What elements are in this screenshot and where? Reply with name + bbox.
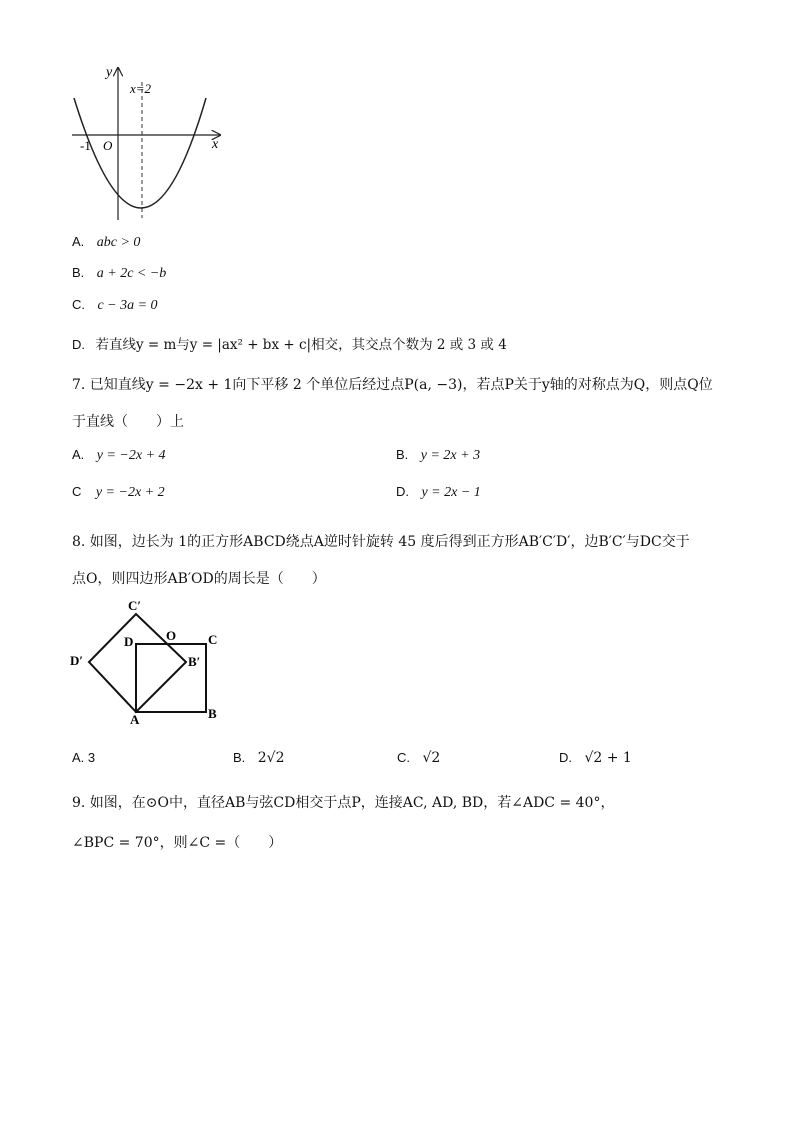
q8-stem-line1: 8. 如图，边长为 1的正方形ABCD绕点A逆时针旋转 45 度后得到正方形AB′C′D′，边B′C′与DC交于 — [72, 534, 690, 550]
q6-option-d-label: D. — [72, 337, 85, 352]
q7-option-b-text: y = 2x + 3 — [420, 448, 481, 463]
q8-option-b[interactable] — [233, 750, 285, 766]
q9-stem-line2: ∠BPC = 70°，则∠C =（ ） — [72, 835, 283, 851]
q6-option-c-label: C. — [72, 297, 85, 312]
q6-option-c[interactable] — [72, 297, 158, 314]
q7-stem-line2: 于直线（ ）上 — [72, 414, 184, 430]
q7-option-d[interactable] — [396, 484, 481, 501]
label-d: D — [124, 634, 134, 649]
label-b: B — [208, 706, 217, 721]
q6-option-b-label: B. — [72, 265, 85, 280]
q7-option-a-text: y = −2x + 4 — [96, 448, 166, 463]
y-axis-label: y — [106, 65, 113, 80]
parabola-curve — [74, 98, 206, 208]
square-rotation-figure — [68, 598, 238, 726]
q7-stem-line1: 7. 已知直线y = −2x + 1向下平移 2 个单位后经过点P(a, −3)，若点P关于y轴的对称点为Q，则点Q位 — [72, 377, 713, 393]
q7-option-d-label: D. — [396, 484, 409, 499]
q6-option-c-text: c − 3a = 0 — [97, 298, 158, 313]
q6-option-a[interactable] — [72, 234, 140, 251]
q8-option-c-label: C. — [397, 750, 410, 765]
q7-option-c-text: y = −2x + 2 — [95, 485, 165, 500]
x-axis-label: x — [212, 137, 219, 152]
q8-option-d-text: √2 + 1 — [584, 750, 632, 766]
q6-option-b-text: a + 2c < −b — [96, 266, 167, 281]
q7-option-c[interactable] — [72, 484, 165, 501]
symmetry-axis-label: x=2 — [130, 81, 152, 96]
q8-option-b-label: B. — [233, 750, 246, 765]
q9-stem-line1: 9. 如图，在⊙O中，直径AB与弦CD相交于点P，连接AC, AD, BD，若∠ADC = 40°， — [72, 795, 615, 811]
q8-option-a-label: A. 3 — [72, 750, 96, 765]
label-a: A — [130, 712, 140, 726]
q8-option-d-label: D. — [559, 750, 572, 765]
q6-option-a-label: A. — [72, 234, 85, 249]
q8-option-b-text: 2√2 — [257, 750, 285, 766]
q8-option-d[interactable] — [559, 750, 632, 766]
q6-option-d[interactable] — [72, 333, 507, 353]
neg-one-label: -1 — [80, 138, 91, 153]
label-o: O — [166, 628, 177, 643]
parabola-figure — [60, 60, 240, 225]
q6-option-a-text: abc > 0 — [96, 235, 141, 250]
q8-option-a[interactable] — [72, 750, 95, 766]
q6-option-d-text: 若直线y = m与y = |ax² + bx + c|相交，其交点个数为 2 或 3 或 4 — [95, 337, 507, 353]
q7-option-c-label: C — [72, 484, 82, 499]
origin-label: O — [103, 138, 113, 153]
label-c-prime: C′ — [128, 598, 142, 613]
q7-option-b-label: B. — [396, 447, 409, 462]
q6-option-b[interactable] — [72, 265, 166, 282]
q7-option-a-label: A. — [72, 447, 85, 462]
label-b-prime: B′ — [188, 654, 201, 669]
q8-stem-line2: 点O，则四边形AB′OD的周长是（ ） — [72, 571, 326, 587]
q7-option-b[interactable] — [396, 447, 480, 464]
q8-option-c[interactable] — [397, 750, 440, 766]
label-d-prime: D′ — [70, 653, 84, 668]
q7-option-d-text: y = 2x − 1 — [421, 485, 481, 500]
q8-option-c-text: √2 — [422, 750, 441, 766]
q7-option-a[interactable] — [72, 447, 166, 464]
label-c: C — [208, 632, 218, 647]
